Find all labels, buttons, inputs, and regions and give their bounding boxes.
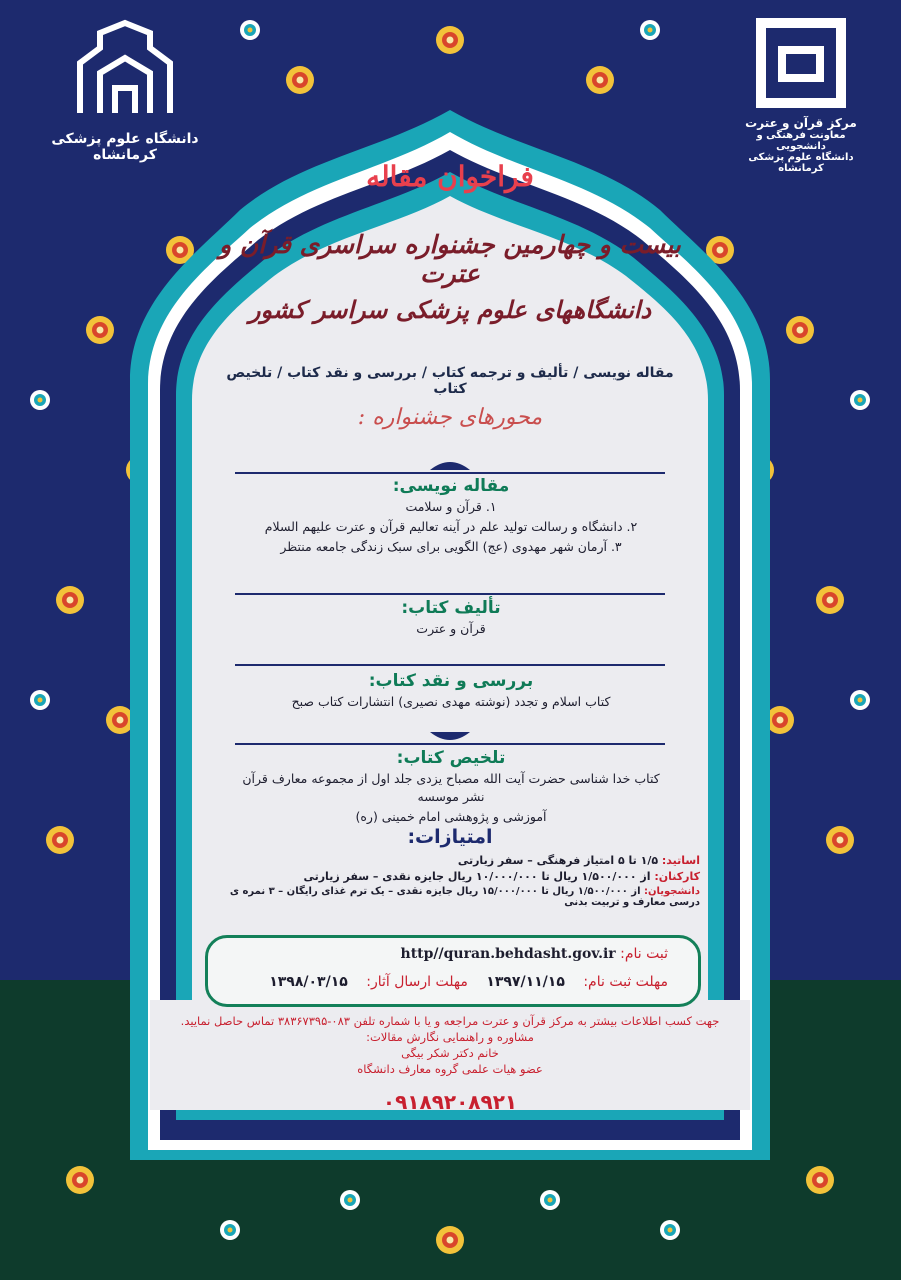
university-logo-block: [40, 18, 210, 163]
perk-value: ۱/۵ تا ۵ امتیاز فرهنگی – سفر زیارتی: [457, 854, 659, 867]
contact-block: [150, 1013, 750, 1077]
ornament-icon: [428, 458, 472, 472]
perk-row: [200, 886, 700, 908]
perk-row: [200, 870, 700, 883]
festival-axes-heading: محورهای جشنواره :: [357, 405, 543, 430]
divider: [235, 743, 665, 745]
list-item: کتاب اسلام و تجدد (نوشته مهدی نصیری) انتشارات کتاب صبح: [291, 694, 611, 709]
festival-title: بیست و چهارمین جشنواره سراسری قرآن و عترت: [219, 230, 681, 288]
university-logo-label: دانشگاه علوم پزشکی کرمانشاه: [51, 131, 199, 163]
quran-center-logo-block: [731, 18, 871, 174]
section-book-summary: [236, 748, 666, 828]
consultant-name: خانم دکتر شکر بیگی: [401, 1046, 499, 1060]
list-item: آموزشی و پژوهشی امام خمینی (ره): [355, 809, 547, 824]
call-for-papers-title: فراخوان مقاله: [366, 160, 534, 193]
section-article-writing: [236, 476, 666, 558]
submit-deadline-value: ۱۳۹۸/۰۳/۱۵: [269, 974, 348, 990]
contact-info: جهت کسب اطلاعات بیشتر به مرکز قرآن و عترت مراجعه و یا با شماره تلفن ۰۸۳-۳۸۳۶۷۳۹۵ تماس حاصل نمایید.: [180, 1014, 720, 1028]
list-item: قرآن و عترت: [416, 621, 486, 636]
deadline-label: مهلت ثبت نام:: [583, 974, 668, 990]
perk-key: کارکنان:: [654, 870, 700, 883]
section-book-review: [236, 671, 666, 713]
divider: [235, 593, 665, 595]
section-heading: بررسی و نقد کتاب:: [368, 671, 534, 691]
categories-line: مقاله نویسی / تألیف و ترجمه کتاب / بررسی و نقد کتاب / تلخیص کتاب: [226, 365, 674, 397]
list-item: ۱. قرآن و سلامت: [405, 499, 497, 514]
section-book-writing: [236, 598, 666, 640]
list-item: کتاب خدا شناسی حضرت آیت الله مصباح یزدی جلد اول از مجموعه معارف قرآن نشر موسسه: [242, 771, 660, 804]
deadlines-row: [255, 974, 668, 990]
quran-center-dept: معاونت فرهنگی و دانشجویی: [756, 130, 846, 152]
perk-key: دانشجویان:: [643, 886, 700, 897]
divider: [235, 664, 665, 666]
section-heading: تلخیص کتاب:: [396, 748, 506, 768]
perks-block: [200, 826, 700, 911]
perk-value: از ۱/۵۰۰/۰۰۰ ریال تا ۱۵/۰۰۰/۰۰۰ ریال جایزه نقدی – یک ترم غذای رایگان – ۳ نمره ی درسی معارف و تربیت بدنی: [229, 886, 700, 908]
registration-url-link[interactable]: http//quran.behdasht.gov.ir: [400, 946, 616, 962]
registration-label: ثبت نام:: [620, 946, 668, 962]
registration-url-row: [401, 946, 668, 962]
university-logo-icon: [70, 18, 180, 123]
section-heading: تألیف کتاب:: [401, 598, 501, 618]
perks-title: امتیازات:: [407, 826, 493, 848]
consultant-role: عضو هیات علمی گروه معارف دانشگاه: [357, 1062, 543, 1076]
phone-number[interactable]: ۰۹۱۸۹۲۰۸۹۲۱: [382, 1090, 518, 1114]
perk-key: اساتید:: [661, 854, 700, 867]
submit-deadline-label: مهلت ارسال آثار:: [366, 974, 468, 990]
registration-box: [205, 935, 701, 1007]
festival-subtitle: دانشگاههای علوم پزشکی سراسر کشور: [248, 295, 652, 324]
quran-center-univ: دانشگاه علوم پزشکی کرمانشاه: [748, 152, 854, 174]
perk-row: [200, 854, 700, 867]
quran-center-logo-icon: [756, 18, 846, 108]
list-item: ۳. آرمان شهر مهدوی (عج) الگویی برای سبک زندگی جامعه منتظر: [280, 539, 622, 554]
perk-value: از ۱/۵۰۰/۰۰۰ ریال تا ۱۰/۰۰۰/۰۰۰ ریال جایزه نقدی – سفر زیارتی: [303, 870, 651, 883]
section-heading: مقاله نویسی:: [392, 476, 510, 496]
deadline-value: ۱۳۹۷/۱۱/۱۵: [486, 974, 565, 990]
consult-label: مشاوره و راهنمایی نگارش مقالات:: [366, 1030, 534, 1044]
divider: [235, 472, 665, 474]
ornament-icon: [428, 730, 472, 744]
quran-center-name: مرکز قرآن و عترت: [745, 116, 857, 130]
list-item: ۲. دانشگاه و رسالت تولید علم در آینه تعالیم قرآن و عترت علیهم السلام: [264, 519, 638, 534]
